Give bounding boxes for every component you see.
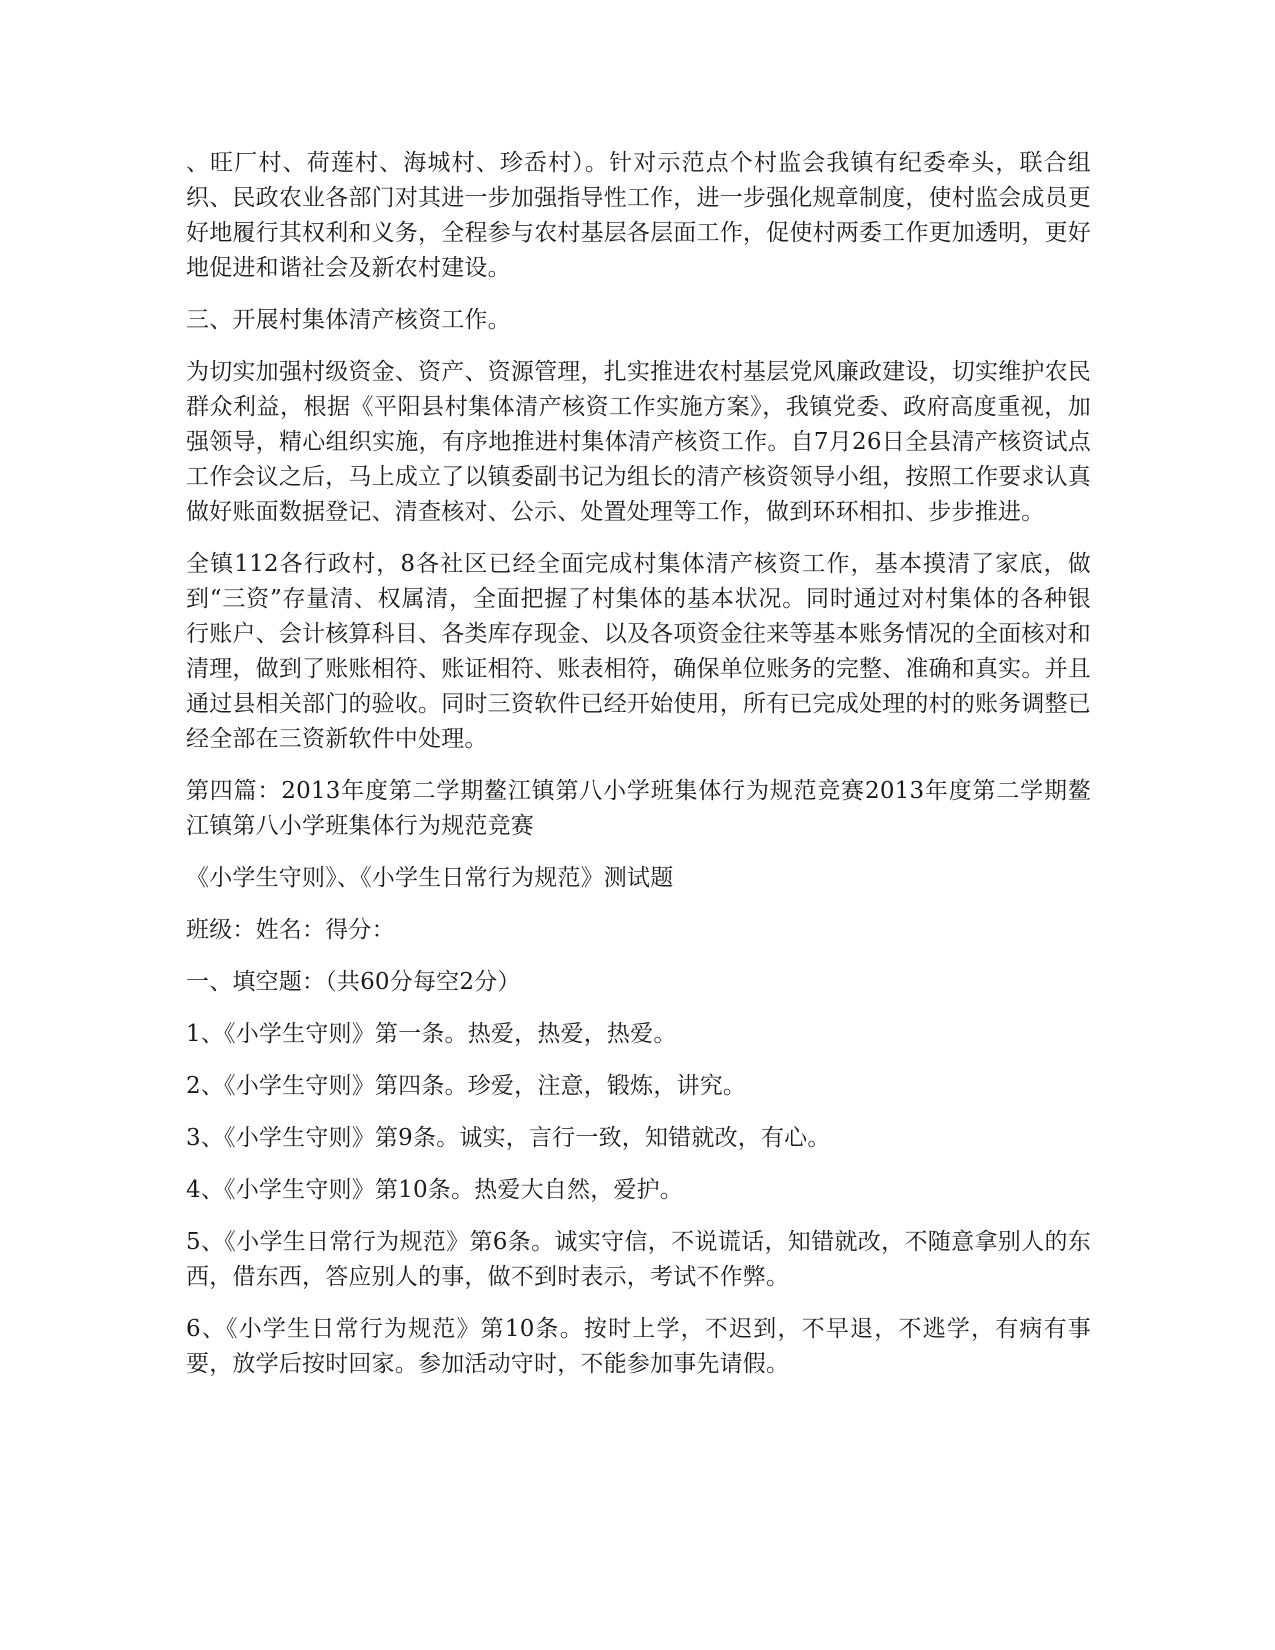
section-heading-asset-verification: 三、开展村集体清产核资工作。 [186,307,511,333]
chapter-title: 第四篇：2013年度第二学期鳌江镇第八小学班集体行为规范竞赛2013年度第二学期鳌江镇第八小学班集体行为规范竞赛 [186,778,1091,839]
student-info-line: 班级：姓名：得分： [186,917,395,943]
question-2: 2、《小学生守则》第四条。珍爱，注意，锻炼，讲究。 [186,1073,747,1099]
question-5: 5、《小学生日常行为规范》第6条。诚实守信，不说谎话，知错就改，不随意拿别人的东西，借东西，答应别人的事，做不到时表示，考试不作弊。 [186,1229,1091,1290]
test-title: 《小学生守则》、《小学生日常行为规范》测试题 [186,865,674,891]
document-page [186,146,1091,1382]
paragraph-asset-verification-plan: 为切实加强村级资金、资产、资源管理，扎实推进农村基层党风廉政建设，切实维护农民群众利益，根据《平阳县村集体清产核资工作实施方案》，我镇党委、政府高度重视，加强领导，精心组织实施，有序地推进村集体清产核资工作。自7月26日全县清产核资试点工作会议之后，马上成立了以镇委副书记为组长的清产核资领导小组，按照工作要求认真做好账面数据登记、清查核对、公示、处置处理等工作，做到环环相扣、步步推进。 [186,359,1091,525]
question-1: 1、《小学生守则》第一条。热爱，热爱，热爱。 [186,1021,677,1047]
question-4: 4、《小学生守则》第10条。热爱大自然，爱护。 [186,1177,683,1203]
question-6: 6、《小学生日常行为规范》第10条。按时上学，不迟到，不早退，不逃学，有病有事要，放学后按时回家。参加活动守时，不能参加事先请假。 [186,1316,1091,1377]
fill-blank-heading: 一、填空题：（共60分每空2分） [186,969,521,995]
question-3: 3、《小学生守则》第9条。诚实，言行一致，知错就改，有心。 [186,1125,831,1151]
paragraph-asset-verification-results: 全镇112各行政村，8各社区已经全面完成村集体清产核资工作，基本摸清了家底，做到“三资”存量清、权属清，全面把握了村集体的基本状况。同时通过对村集体的各种银行账户、会计核算科目、各类库存现金、以及各项资金往来等基本账务情况的全面核对和清理，做到了账账相符、账证相符、账表相符，确保单位账务的完整、准确和真实。并且通过县相关部门的验收。同时三资软件已经开始使用，所有已完成处理的村的账务调整已经全部在三资新软件中处理。 [186,551,1091,752]
paragraph-village-supervision: 、旺厂村、荷莲村、海城村、珍岙村）。针对示范点个村监会我镇有纪委牵头，联合组织、民政农业各部门对其进一步加强指导性工作，进一步强化规章制度，使村监会成员更好地履行其权利和义务，全程参与农村基层各层面工作，促使村两委工作更加透明，更好地促进和谐社会及新农村建设。 [186,150,1091,281]
